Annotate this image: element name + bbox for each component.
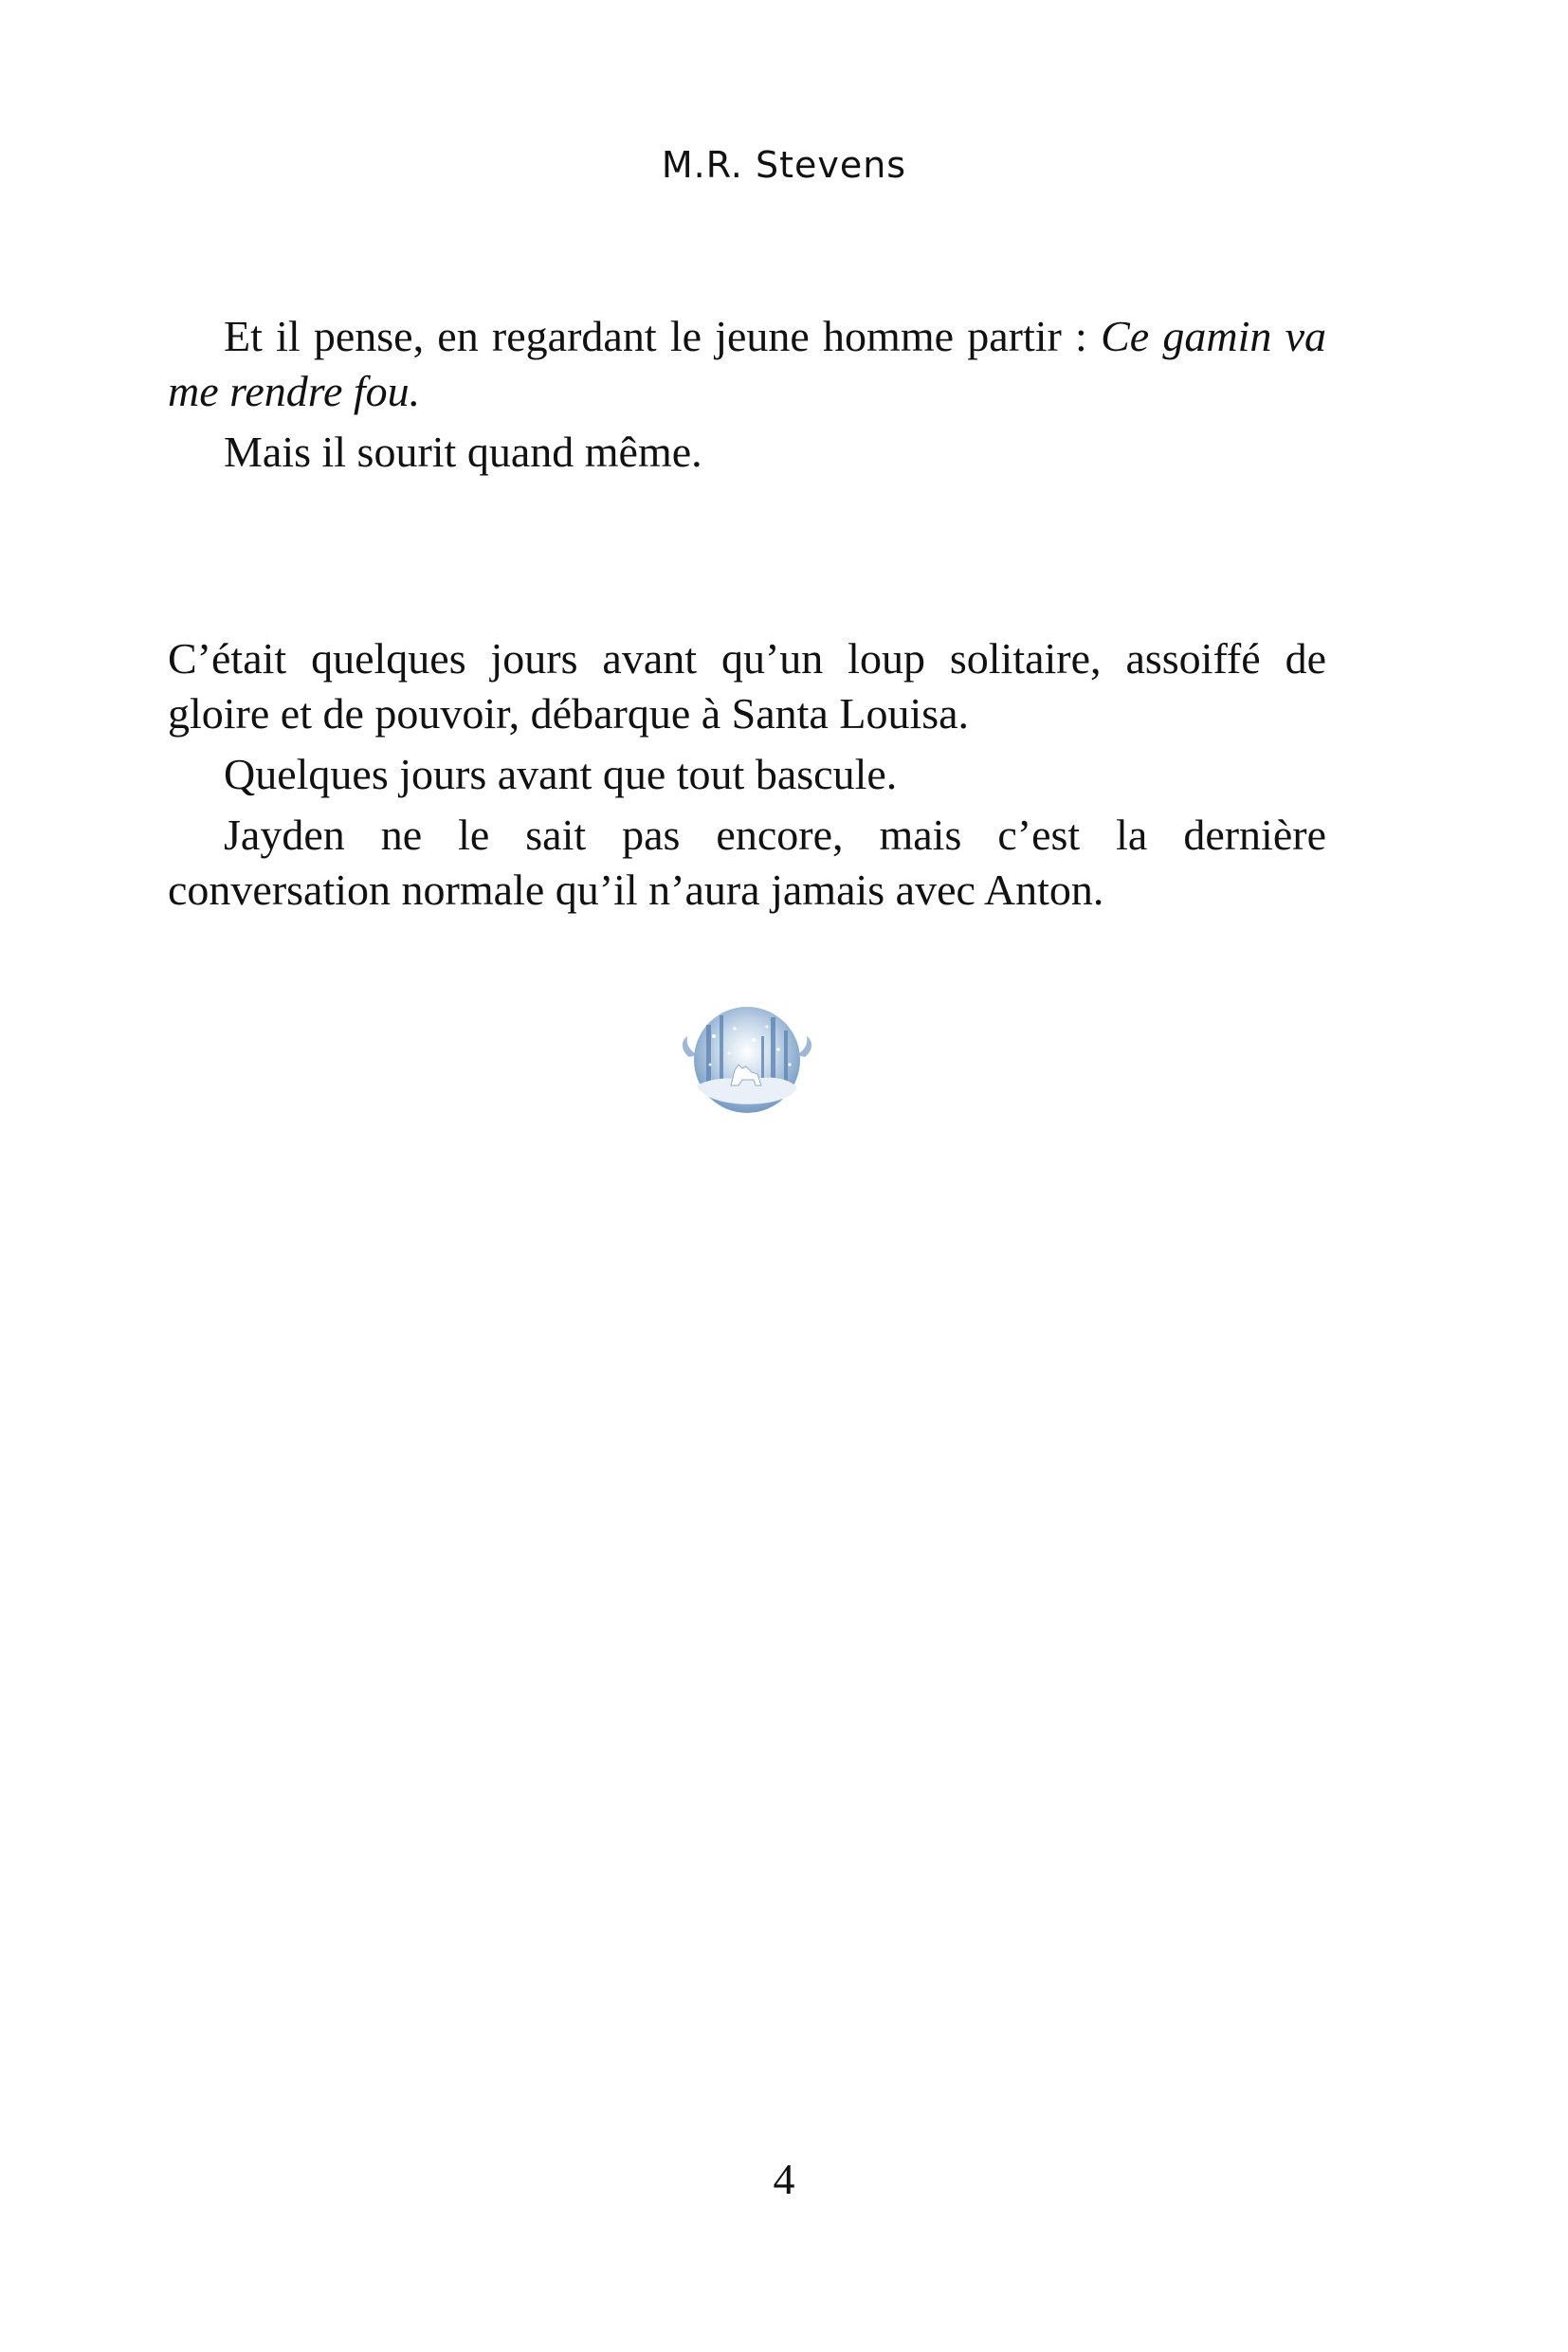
- page-number: 4: [773, 2155, 795, 2203]
- running-header: M.R. Stevens: [661, 144, 907, 186]
- paragraph-everything-changes: Quelques jours avant que tout bascule.: [224, 750, 898, 798]
- paragraph-smile: Mais il sourit quand même.: [224, 428, 702, 476]
- winter-forest-wolf-ornament-icon: [676, 998, 818, 1121]
- paragraph-text: Et il pense, en regardant le jeune homme partir :: [224, 312, 1102, 360]
- paragraph-last-conversation: Jayden ne le sait pas encore, mais c’est la dernière conversation normale qu’il n’aura jamais avec Anton.: [168, 811, 1326, 914]
- section-2: [168, 631, 1326, 923]
- italic-thought: Ce gamin va me rendre fou.: [168, 312, 1326, 415]
- paragraph-thought: [168, 309, 1326, 419]
- section-1: [168, 309, 1326, 485]
- paragraph-lone-wolf: C’était quelques jours avant qu’un loup solitaire, assoiffé de gloire et de pouvoir, débarque à Santa Louisa.: [168, 634, 1326, 738]
